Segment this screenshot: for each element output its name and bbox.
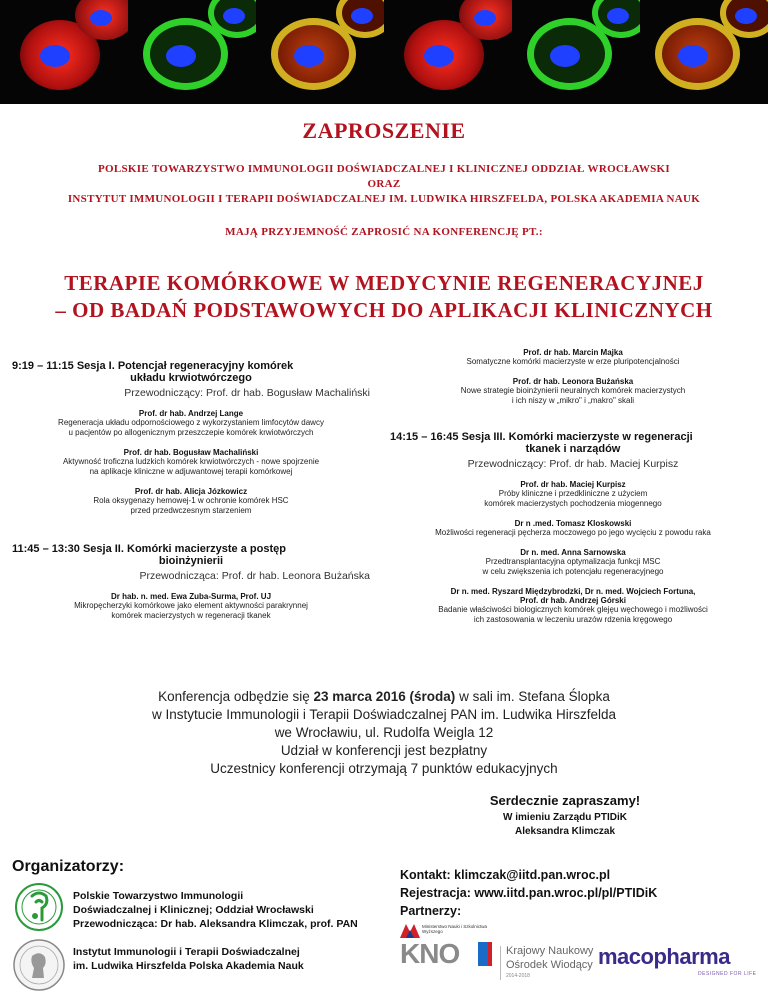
talk-title-1: Próby kliniczne i przedkliniczne z użyciem	[498, 489, 648, 498]
registration-link[interactable]: Rejestracja: www.iitd.pan.wroc.pl/pl/PTIDiK	[400, 886, 658, 900]
info-text: Konferencja odbędzie się	[158, 689, 314, 704]
talk-title-2: u pacjentów po allogenicznym przeszczepie komórek krwiotwórczych	[68, 428, 314, 437]
session-3-heading	[390, 431, 756, 455]
greeting-signature	[420, 811, 710, 839]
kno-logo: KNO	[400, 938, 460, 969]
session-3-name-2: tkanek i narządów	[525, 443, 621, 455]
contact-block	[400, 866, 657, 920]
microscopy-banner	[0, 0, 768, 104]
organizer-2	[73, 945, 304, 973]
organizer-2-line-1: Instytut Immunologii i Terapii Doświadczalnej	[73, 946, 300, 958]
talk-title-2: komórek macierzystych w regeneracji tkanek	[111, 611, 271, 620]
conference-date: 23 marca 2016 (środa)	[313, 689, 456, 704]
info-text: w sali im. Stefana Ślopka	[455, 689, 610, 704]
session-2-continued	[390, 348, 756, 406]
talk-speaker: Dr n. med. Ryszard Międzybrodzki, Dr n. med. Wojciech Fortuna,	[450, 587, 696, 596]
talk-speaker: Prof. dr hab. Maciej Kurpisz	[520, 480, 626, 489]
invite-line: MAJĄ PRZYJEMNOŚĆ ZAPROSIĆ NA KONFERENCJĘ PT.:	[225, 226, 543, 238]
session-3-time: 14:15 – 16:45	[390, 431, 459, 443]
session-2-chair: Przewodnicząca: Prof. dr hab. Leonora Bużańska	[139, 570, 370, 582]
greeting-line-2: Aleksandra Klimczak	[514, 826, 616, 837]
session-2	[12, 543, 370, 621]
divider	[500, 946, 501, 980]
session-2-name-1: Komórki macierzyste a postęp	[127, 543, 286, 555]
organizer-line-3: INSTYTUT IMMUNOLOGII I TERAPII DOŚWIADCZALNEJ IM. LUDWIKA HIRSZFELDA, POLSKA AKADEMIA NAUK	[67, 193, 701, 205]
banner-image-3	[256, 0, 384, 104]
talk-title-1: Przedtransplantacyjna optymalizacja funkcji MSC	[485, 557, 661, 566]
ministry-name: Ministerstwo Nauki i Szkolnictwa Wyższego	[422, 924, 488, 934]
organizer-2-line-2: im. Ludwika Hirszfelda Polska Akademia Nauk	[73, 960, 304, 972]
session-2-heading	[12, 543, 370, 567]
greeting: Serdecznie zapraszamy!	[489, 793, 641, 808]
kno-name	[506, 944, 593, 972]
partners-heading: Partnerzy:	[400, 904, 462, 918]
talk-title-2: na aplikacje kliniczne w adjuwantowej terapii komórkowej	[89, 467, 293, 476]
session-1	[12, 360, 370, 516]
talk-title-1: Aktywność troficzna ludzkich komórek krwiotwórczych - nowe spojrzenie	[62, 457, 320, 466]
talk-speaker: Dr hab. n. med. Ewa Zuba-Surma, Prof. UJ	[110, 592, 272, 601]
conference-info	[0, 688, 768, 778]
talk	[12, 448, 370, 477]
session-2-time: 11:45 – 13:30	[12, 543, 80, 555]
kno-name-line-1: Krajowy Naukowy	[506, 945, 594, 957]
session-2-label: Sesja II.	[82, 543, 124, 555]
talk-title-1: Mikropęcherzyki komórkowe jako element aktywności parakrynnej	[74, 601, 308, 610]
organizer-1-line-3: Przewodnicząca: Dr hab. Aleksandra Klimczak, prof. PAN	[73, 918, 358, 930]
talk-title-2: i ich niszy w „mikro" i „makro" skali	[511, 396, 635, 405]
talk	[12, 592, 370, 621]
info-line-5: Uczestnicy konferencji otrzymają 7 punktów edukacyjnych	[210, 761, 558, 776]
banner-image-2	[128, 0, 256, 104]
talk	[390, 480, 756, 509]
info-line-4: Udział w konferencji jest bezpłatny	[280, 743, 488, 758]
conference-title-line-2: – OD BADAŃ PODSTAWOWYCH DO APLIKACJI KLINICZNYCH	[55, 298, 713, 322]
session-1-name-2: układu krwiotwórczego	[130, 372, 252, 384]
kno-name-line-2: Ośrodek Wiodący	[506, 959, 593, 971]
talk-title-2: komórek macierzystych pochodzenia miogennego	[484, 499, 662, 508]
talk-title-1: Regeneracja układu odpornościowego z wykorzystaniem limfocytów dawcy	[58, 418, 324, 427]
session-1-time: 9:19 – 11:15	[12, 360, 74, 372]
banner-image-5	[512, 0, 640, 104]
talk	[12, 487, 370, 516]
kno-years: 2014-2018	[506, 973, 530, 979]
talk	[390, 587, 756, 625]
organizer-line-1: POLSKIE TOWARZYSTWO IMMUNOLOGII DOŚWIADCZALNEJ I KLINICZNEJ ODDZIAŁ WROCŁAWSKI	[98, 163, 670, 175]
talk-speaker: Prof. dr hab. Andrzej Lange	[138, 409, 244, 418]
talk-title-1: Rola oksygenazy hemowej-1 w ochronie komórek HSC	[93, 496, 289, 505]
talk-title-2: w celu zwiększenia ich potencjału regeneracyjnego	[482, 567, 664, 576]
session-2-name-2: bioinżynierii	[158, 555, 224, 567]
invitation-title: ZAPROSZENIE	[302, 118, 466, 143]
organizer-1-line-1: Polskie Towarzystwo Immunologii	[73, 890, 244, 902]
info-line-3: we Wrocławiu, ul. Rudolfa Weigla 12	[274, 725, 494, 740]
talk	[390, 548, 756, 577]
iitd-logo-icon	[12, 938, 66, 992]
talk-speaker: Prof. dr hab. Bogusław Machaliński	[123, 448, 259, 457]
talk-speaker: Prof. dr hab. Leonora Bużańska	[512, 377, 634, 386]
organizer-line-2: ORAZ	[367, 178, 401, 190]
organizers-heading: Organizatorzy:	[12, 858, 125, 875]
session-1-chair: Przewodniczący: Prof. dr hab. Bogusław Machaliński	[124, 387, 370, 399]
banner-image-1	[0, 0, 128, 104]
session-1-name-1: Potencjał regeneracyjny komórek	[117, 360, 294, 372]
kno-book-icon	[478, 942, 492, 966]
talk-title-1: Możliwości regeneracji pęcherza moczowego po jego wycięciu z powodu raka	[435, 528, 711, 537]
talk	[390, 519, 756, 538]
session-3-label: Sesja III.	[461, 431, 506, 443]
session-1-heading	[12, 360, 370, 384]
session-3-chair: Przewodniczący: Prof. dr hab. Maciej Kurpisz	[467, 458, 679, 470]
ministry-logo-icon	[400, 924, 420, 938]
talk-speaker: Prof. dr hab. Alicja Józkowicz	[134, 487, 248, 496]
ptidik-logo-icon	[14, 882, 64, 932]
talk-title-1: Nowe strategie bioinżynierii neuralnych komórek macierzystych	[460, 386, 686, 395]
organizer-1	[73, 889, 358, 931]
talk-speaker-2: Prof. dr hab. Andrzej Górski	[520, 596, 626, 605]
info-line-2: w Instytucie Immunologii i Terapii Doświadczalnej PAN im. Ludwika Hirszfelda	[152, 707, 616, 722]
greeting-line-1: W imieniu Zarządu PTIDiK	[503, 812, 627, 823]
macopharma-tagline: DESIGNED FOR LIFE	[698, 971, 757, 977]
talk-speaker: Dr n. med. Anna Sarnowska	[520, 548, 626, 557]
conference-title-line-1: TERAPIE KOMÓRKOWE W MEDYCYNIE REGENERACYJNEJ	[64, 271, 704, 295]
talk-title-2: przed przedwczesnym starzeniem	[130, 506, 252, 515]
talk-title-1: Badanie właściwości biologicznych komórek glejęu węchowego i możliwości	[438, 605, 708, 614]
macopharma-logo: macopharma	[598, 944, 730, 969]
talk-title-2: ich zastosowania w leczeniu urazów rdzenia kręgowego	[473, 615, 673, 624]
talk-speaker: Dr n .med. Tomasz Kloskowski	[514, 519, 632, 528]
organizer-1-line-2: Doświadczalnej i Klinicznej; Oddział Wrocławski	[73, 904, 314, 916]
info-line-1	[0, 688, 768, 706]
talk	[390, 348, 756, 367]
talk	[12, 409, 370, 438]
session-3-name-1: Komórki macierzyste w regeneracji	[508, 431, 693, 443]
banner-image-6	[640, 0, 768, 104]
talk	[390, 377, 756, 406]
banner-image-4	[384, 0, 512, 104]
contact-email[interactable]: Kontakt: klimczak@iitd.pan.wroc.pl	[400, 868, 611, 882]
partners-logos	[398, 922, 758, 984]
session-3	[390, 431, 756, 625]
talk-speaker: Prof. dr hab. Marcin Majka	[523, 348, 623, 357]
session-1-label: Sesja I.	[76, 360, 115, 372]
talk-title-1: Somatyczne komórki macierzyste w erze pluripotencjalności	[466, 357, 680, 366]
